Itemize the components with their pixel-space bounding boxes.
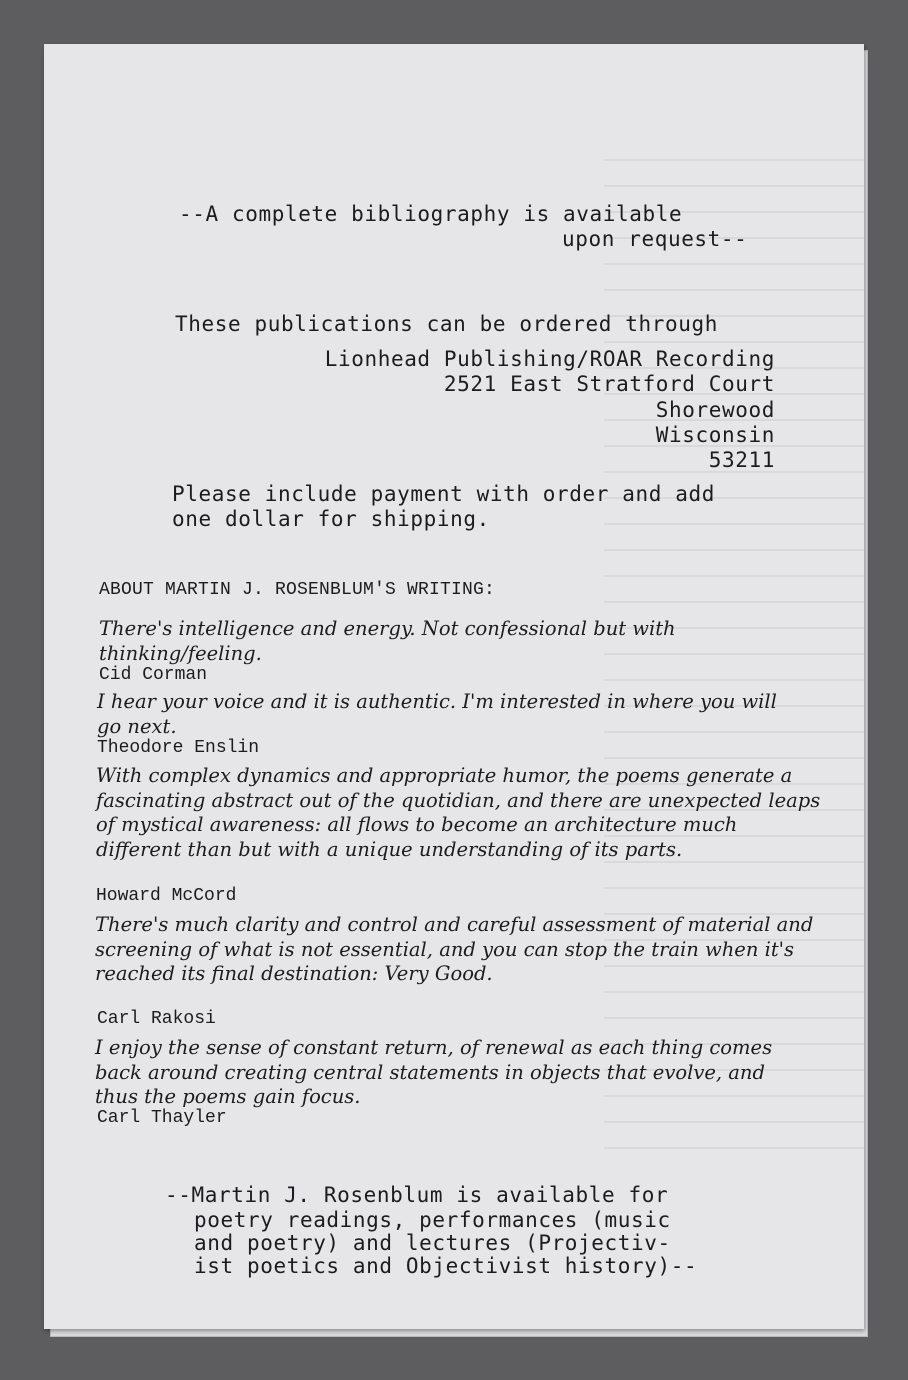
quote-text: I enjoy the sense of constant return, of renewal as each thing comes back around creating central statements in objects that evolve, and thus the poems gain focus.: [95, 1036, 773, 1108]
quote-author: Cid Corman: [99, 665, 208, 685]
quote-author: Carl Thayler: [97, 1108, 227, 1128]
quote-author: Carl Rakosi: [97, 1009, 216, 1029]
address-line-city: Shorewood: [655, 398, 775, 422]
availability-line-2: poetry readings, performances (music: [194, 1208, 671, 1232]
payment-line-2: one dollar for shipping.: [172, 507, 490, 531]
address-line-street: 2521 East Stratford Court: [443, 372, 775, 396]
quote-author: Theodore Enslin: [97, 738, 260, 758]
payment-line-1: Please include payment with order and add: [172, 482, 715, 506]
address-line-state: Wisconsin: [655, 423, 775, 447]
bibliography-line-1: --A complete bibliography is available: [179, 202, 683, 226]
about-heading: ABOUT MARTIN J. ROSENBLUM'S WRITING:: [99, 580, 496, 600]
quote-text: There's intelligence and energy. Not confessional but with thinking/feeling.: [99, 617, 676, 665]
document-page: [44, 44, 864, 1329]
address-line-zip: 53211: [708, 448, 775, 472]
address-line-publisher: Lionhead Publishing/ROAR Recording: [324, 347, 775, 371]
ordering-intro: These publications can be ordered through: [175, 312, 718, 336]
availability-line-4: ist poetics and Objectivist history)--: [194, 1254, 698, 1278]
quote-text: I hear your voice and it is authentic. I'm interested in where you will go next.: [97, 690, 777, 738]
quote-text: With complex dynamics and appropriate humor, the poems generate a fascinating abstract out of the quotidian, and there are unexpected leaps of mystical awareness: all flows to become an architecture much different than but with a unique understanding of its parts.: [96, 764, 821, 861]
bibliography-line-2: upon request--: [562, 227, 748, 251]
quote-text: There's much clarity and control and careful assessment of material and screening of what is not essential, and you can stop the train when it's reached its final destination: Very Good.: [95, 913, 814, 985]
availability-line-3: and poetry) and lectures (Projectiv-: [194, 1231, 671, 1255]
quote-author: Howard McCord: [96, 886, 237, 906]
availability-line-1: --Martin J. Rosenblum is available for: [165, 1183, 669, 1207]
